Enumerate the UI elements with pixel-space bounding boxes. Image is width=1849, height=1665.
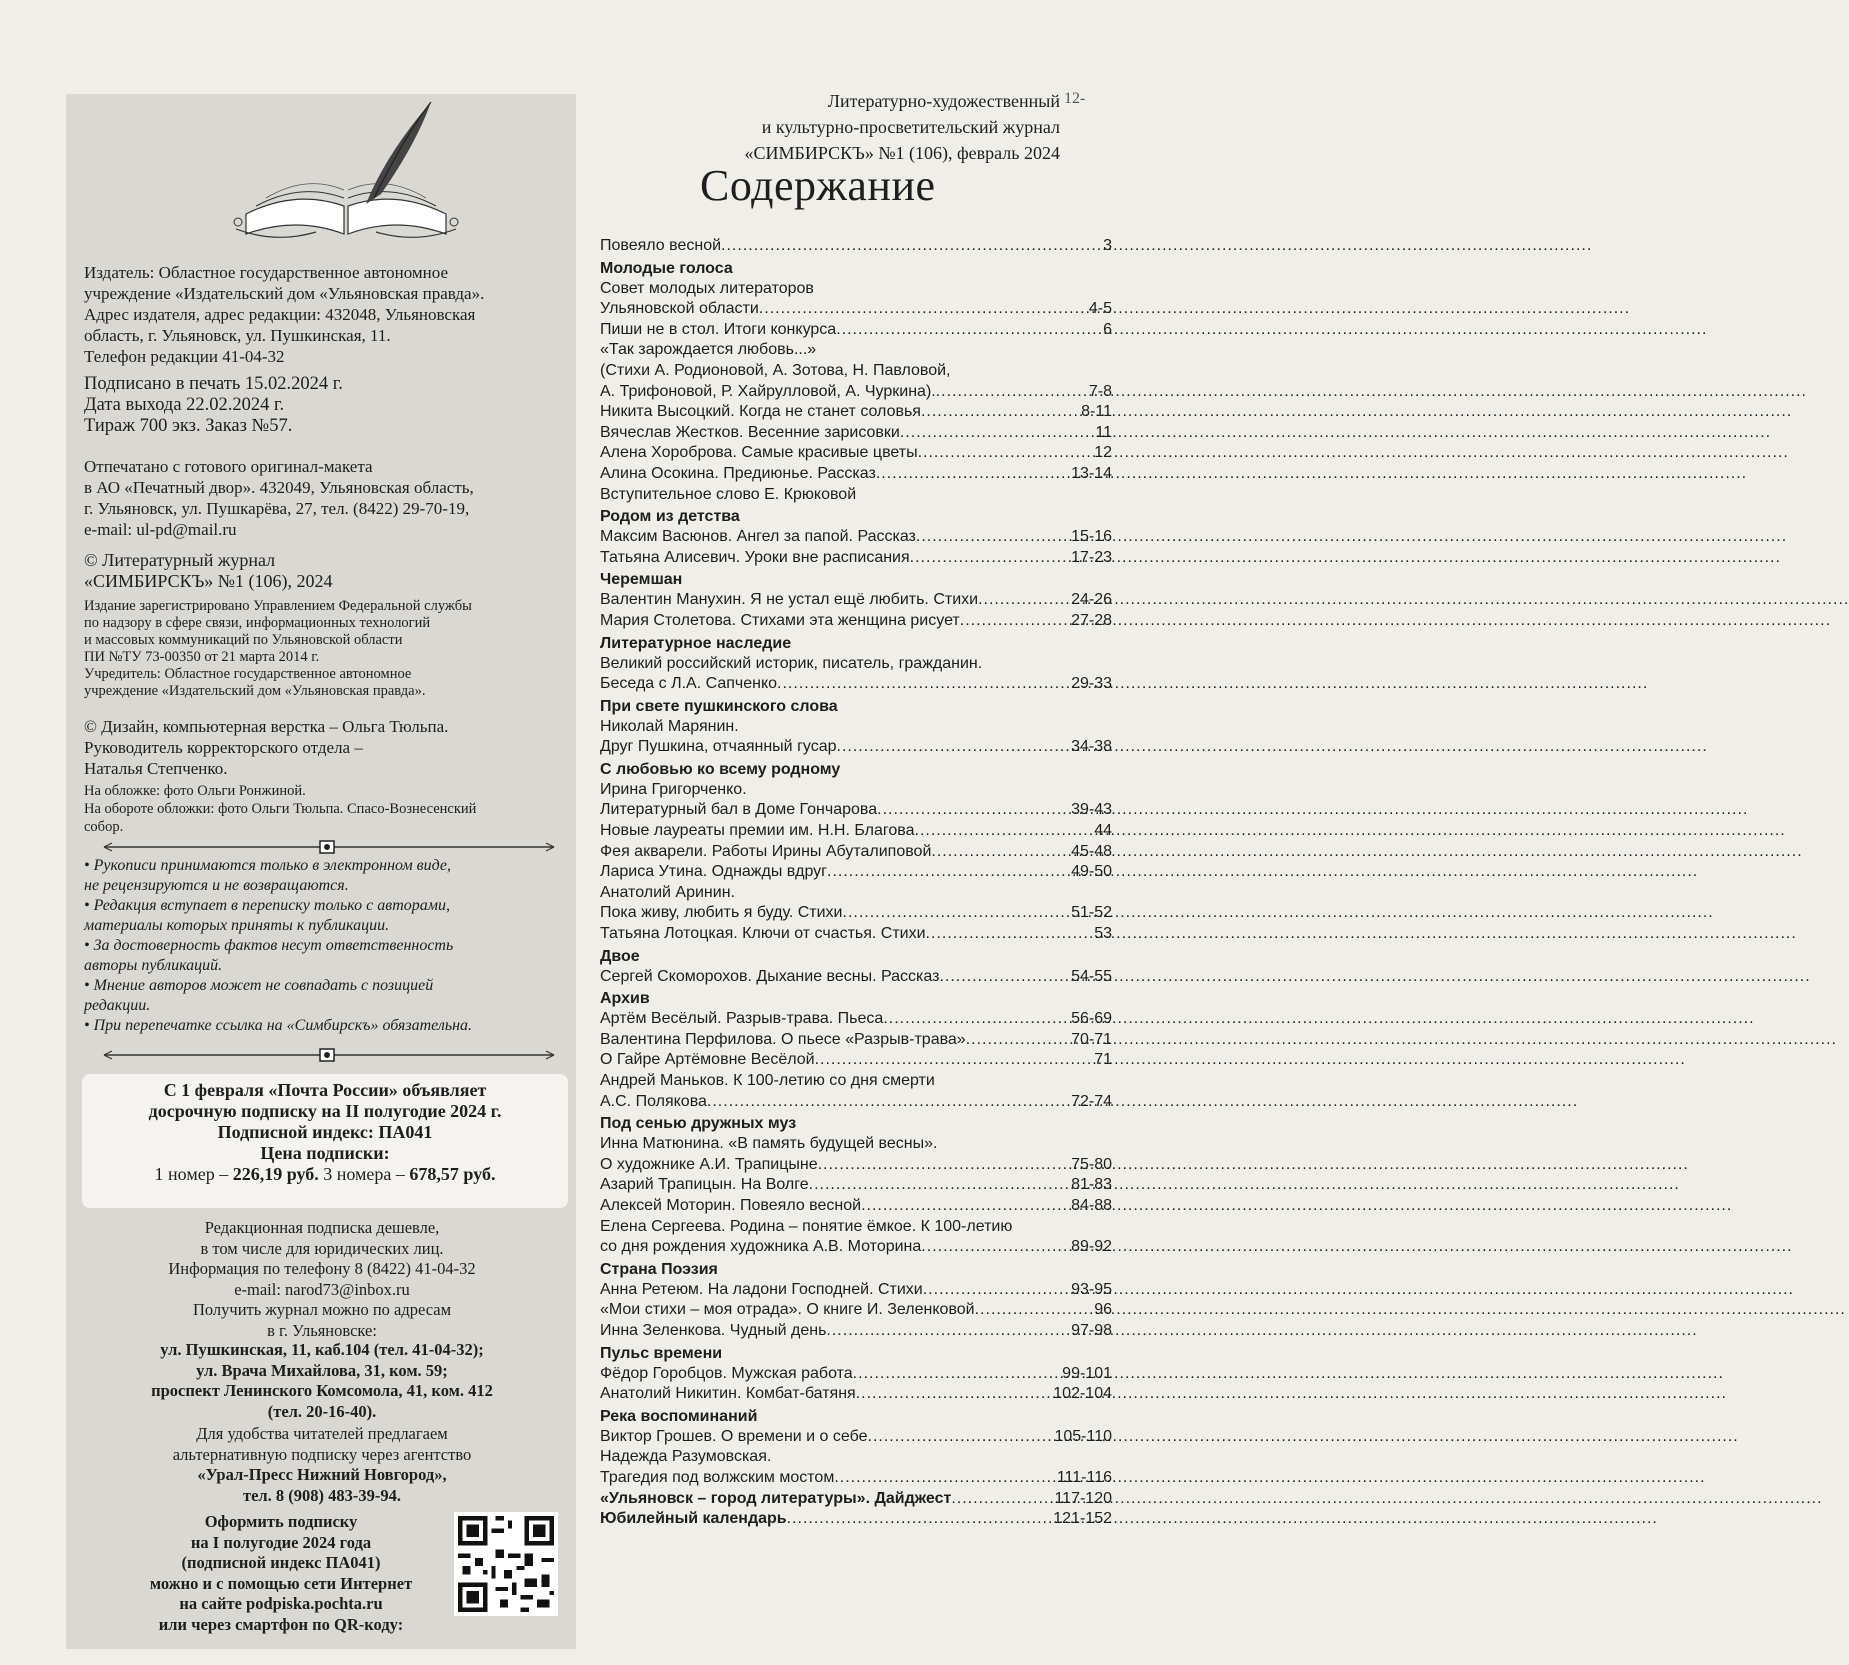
toc-page-number: 12 — [1094, 444, 1112, 462]
address-line: ул. Врача Михайлова, 31, ком. 59; — [196, 1360, 448, 1380]
toc-page-number: 8-11 — [1081, 403, 1112, 421]
leader-dots — [777, 674, 1069, 695]
toc-entry-line: Ирина Григорченко. — [600, 780, 747, 798]
leader-dots — [837, 737, 1070, 758]
toc-page-number: 102-104 — [1053, 1385, 1112, 1403]
registration-line: по надзору в сфере связи, информационных технологий — [84, 615, 431, 631]
toc-entry — [600, 674, 1112, 695]
toc-entry-line: Николай Марянин. — [600, 717, 739, 735]
online-line: (подписной индекс ПА041) — [181, 1553, 381, 1572]
toc-entry — [600, 590, 1112, 611]
publisher-line: Издатель: Областное государственное автономное — [84, 263, 449, 282]
leader-dots — [853, 1364, 1061, 1385]
toc-entry-title: Валентин Манухин. Я не устал ещё любить. Стихи — [600, 591, 979, 609]
toc-entry — [600, 1175, 1112, 1196]
toc-title: Содержание — [700, 161, 936, 210]
toc-entry-title: Новые лауреаты премии им. Н.Н. Благова — [600, 822, 915, 840]
toc-page-number: 15-16 — [1071, 528, 1112, 546]
toc-entry-title: Никита Высоцкий. Когда не станет соловья — [600, 403, 921, 421]
toc-page-number: 34-38 — [1071, 738, 1112, 756]
toc-section-heading: Двое — [600, 947, 640, 965]
toc-entry-title: О художнике А.И. Трапицыне — [600, 1155, 818, 1173]
toc-page-number: 45-48 — [1071, 842, 1112, 860]
leader-dots — [827, 862, 1069, 883]
toc-entry — [600, 737, 1112, 758]
printer-line: г. Ульяновск, ул. Пушкарёва, 27, тел. (8422) 29-70-19, — [84, 499, 470, 518]
toc-entry — [600, 924, 1112, 945]
note-line: • Редакция вступает в переписку только с авторами, — [84, 897, 450, 914]
toc-page-number: 54-55 — [1071, 967, 1112, 985]
toc-entry-line: Великий российский историк, писатель, гражданин. — [600, 654, 983, 672]
toc-section-heading: Архив — [600, 990, 650, 1008]
toc-page-number: 117-120 — [1054, 1489, 1112, 1507]
toc-entry — [600, 1092, 1112, 1113]
leader-dots — [707, 1092, 1069, 1113]
toc-page-number: 75-80 — [1071, 1155, 1112, 1173]
toc-page-number: 11 — [1095, 423, 1112, 441]
leader-dots — [856, 1384, 1052, 1405]
toc-page-number: 96 — [1094, 1301, 1112, 1319]
agency-phone: тел. 8 (908) 483-39-94. — [242, 1485, 402, 1505]
leader-dots — [834, 1468, 1055, 1489]
leader-dots — [826, 1321, 1069, 1342]
subscription-price — [82, 1164, 568, 1185]
leader-dots — [915, 821, 1093, 842]
leader-dots — [883, 1009, 1069, 1030]
print-dates — [84, 374, 564, 437]
pickup-addresses — [84, 1340, 560, 1422]
toc-page-number: 81-83 — [1071, 1176, 1112, 1194]
leader-dots — [966, 1030, 1069, 1051]
toc-page-number: 3 — [1103, 237, 1112, 254]
toc-entry-title: Ульяновской области — [600, 300, 759, 318]
table-of-contents — [600, 236, 1112, 1530]
address-line: проспект Ленинского Комсомола, 41, ком. 412 — [151, 1381, 493, 1400]
editorial-subscription-info — [84, 1218, 560, 1341]
toc-entry — [600, 842, 1112, 863]
toc-entry — [600, 1030, 1112, 1051]
toc-entry-title: Татьяна Алисевич. Уроки вне расписания — [600, 548, 910, 566]
toc-page-number: 121-152 — [1053, 1510, 1112, 1528]
price-label-one: 1 номер – — [154, 1164, 233, 1184]
toc-page-number: 13-14 — [1071, 464, 1112, 482]
toc-page-number: 44 — [1094, 822, 1112, 840]
toc-entry-title: «Мои стихи – моя отрада». О книге И. Зеленковой — [600, 1301, 975, 1319]
print-date-line: Тираж 700 экз. Заказ №57. — [84, 416, 293, 436]
toc-page-number: 111-116 — [1056, 1468, 1112, 1486]
toc-entry — [600, 967, 1112, 988]
toc-entry-line: Надежда Разумовская. — [600, 1448, 772, 1466]
info-line: Редакционная подписка дешевле, — [204, 1218, 440, 1237]
leader-dots — [876, 464, 1069, 485]
leader-dots — [975, 1300, 1093, 1321]
registration-info — [84, 598, 564, 700]
toc-entry-title: Инна Зеленкова. Чудный день — [600, 1321, 827, 1339]
toc-section-heading: С любовью ко всему родному — [600, 760, 841, 778]
leader-dots — [951, 1489, 1052, 1510]
leader-dots — [921, 1237, 1069, 1258]
toc-entry-title: Повеяло весной — [600, 237, 722, 254]
toc-entry-title: Сергей Скоморохов. Дыхание весны. Рассказ — [600, 967, 940, 985]
publisher-line: область, г. Ульяновск, ул. Пушкинская, 11. — [84, 326, 391, 345]
book-and-quill-logo — [216, 94, 476, 244]
toc-page-number: 51-52 — [1071, 904, 1112, 922]
toc-entry-title: Артём Весёлый. Разрыв-трава. Пьеса — [600, 1010, 884, 1028]
copyright-info — [84, 550, 564, 592]
registration-line: Издание зарегистрировано Управлением Федеральной службы — [84, 598, 472, 614]
toc-entry-title: Трагедия под волжским мостом — [600, 1468, 835, 1486]
toc-entry-line: Анатолий Аринин. — [600, 883, 735, 901]
toc-page-number: 105-110 — [1054, 1427, 1112, 1445]
toc-section-heading: Под сенью дружных муз — [600, 1115, 797, 1133]
design-line: © Дизайн, компьютерная верстка – Ольга Тюльпа. — [84, 717, 449, 736]
note-line: материалы которых приняты к публикации. — [84, 917, 390, 934]
toc-entry-title: Фёдор Горобцов. Мужская работа — [600, 1364, 853, 1382]
subscription-box — [82, 1074, 568, 1208]
ornament-divider — [104, 1048, 554, 1062]
toc-entry-line: Вступительное слово Е. Крюковой — [600, 485, 857, 503]
toc-page-number: 70-71 — [1071, 1030, 1112, 1048]
online-line: Оформить подписку — [204, 1512, 358, 1531]
toc-entry-title: Азарий Трапицын. На Волге — [600, 1176, 809, 1194]
cover-credits — [84, 782, 564, 836]
toc-entry — [600, 1489, 1112, 1510]
publisher-line: Адрес издателя, адрес редакции: 432048, Ульяновская — [84, 305, 476, 324]
printer-info — [84, 456, 564, 540]
toc-entry — [600, 1196, 1112, 1217]
price-one: 226,19 руб. — [232, 1164, 319, 1184]
toc-entry-title: О Гайре Артёмовне Весёлой — [600, 1051, 815, 1069]
online-line: на I полугодие 2024 года — [190, 1532, 372, 1552]
journal-issue: «СИМБИРСКЪ» №1 (106), февраль 2024 — [744, 143, 1060, 163]
toc-entry-title: «Ульяновск – город литературы». Дайджест — [600, 1489, 952, 1507]
toc-entry — [600, 1280, 1112, 1301]
toc-entry — [600, 1364, 1112, 1385]
journal-header-line: и культурно-просветительский журнал — [761, 117, 1060, 137]
toc-page-number: 53 — [1094, 925, 1112, 943]
subscription-line: Цена подписки: — [260, 1143, 390, 1163]
note-line: • За достоверность фактов несут ответственность — [84, 937, 454, 954]
toc-entry — [600, 423, 1112, 444]
leader-dots — [868, 1427, 1053, 1448]
toc-page-number: 71 — [1094, 1051, 1112, 1069]
alt-line: Для удобства читателей предлагаем — [196, 1424, 448, 1443]
toc-entry-title: Анатолий Никитин. Комбат-батяня — [600, 1385, 856, 1403]
toc-entry-title: Лариса Утина. Однажды вдруг — [600, 863, 827, 881]
toc-entry — [600, 382, 1112, 403]
publisher-line: Телефон редакции 41-04-32 — [84, 347, 285, 366]
leader-dots — [843, 903, 1070, 924]
printer-line: Отпечатано с готового оригинал-макета — [84, 457, 373, 476]
toc-entry-line: «Так зарождается любовь...» — [600, 341, 817, 359]
info-line: e-mail: narod73@inbox.ru — [234, 1279, 410, 1299]
price-three: 678,57 руб. — [409, 1164, 496, 1184]
toc-entry-title: Мария Столетова. Стихами эта женщина рисует — [600, 611, 960, 629]
toc-entry-title: Алена Хороброва. Самые красивые цветы — [600, 444, 918, 462]
publisher-info — [84, 262, 564, 367]
toc-page-number: 4-5 — [1088, 300, 1112, 318]
leader-dots — [910, 548, 1069, 569]
journal-header — [600, 88, 1060, 166]
imprint-column — [66, 94, 576, 1649]
online-line: можно и с помощью сети Интернет — [149, 1573, 413, 1593]
price-label-three: 3 номера – — [318, 1164, 410, 1184]
toc-entry — [600, 611, 1112, 632]
toc-section-heading: Страна Поэзия — [600, 1260, 718, 1278]
toc-entry-title: Беседа с Л.А. Сапченко — [600, 675, 778, 693]
editorial-notes — [84, 856, 564, 1036]
toc-entry — [600, 1427, 1112, 1448]
toc-entry — [600, 1384, 1112, 1405]
note-line: редакции. — [84, 997, 151, 1014]
leader-dots — [877, 800, 1069, 821]
toc-page-number: 29-33 — [1071, 675, 1112, 693]
journal-header-line: Литературно-художественный — [827, 91, 1060, 111]
design-line: Руководитель корректорского отдела – — [84, 738, 363, 757]
copyright-line: «СИМБИРСКЪ» №1 (106), 2024 — [84, 571, 333, 591]
toc-section-heading: Река воспоминаний — [600, 1407, 758, 1425]
toc-entry — [600, 1509, 1112, 1530]
leader-dots — [900, 423, 1094, 444]
toc-entry — [600, 443, 1112, 464]
leader-dots — [931, 842, 1069, 863]
address-line: ул. Пушкинская, 11, каб.104 (тел. 41-04-32); — [160, 1340, 484, 1359]
leader-dots — [923, 1280, 1069, 1301]
design-line: Наталья Степченко. — [84, 759, 228, 778]
toc-entry-title: Татьяна Лотоцкая. Ключи от счастья. Стихи — [600, 925, 926, 943]
toc-entry — [600, 236, 1112, 257]
toc-entry-title: А.С. Полякова — [600, 1092, 707, 1110]
toc-entry — [600, 862, 1112, 883]
online-line: на сайте podpiska.pochta.ru — [179, 1594, 383, 1613]
toc-section-heading: Пульс времени — [600, 1344, 723, 1362]
note-line: • Рукописи принимаются только в электронном виде, — [84, 857, 451, 874]
toc-entry — [600, 1237, 1112, 1258]
print-date-line: Дата выхода 22.02.2024 г. — [84, 395, 285, 415]
toc-entry-title: со дня рождения художника А.В. Моторина — [600, 1238, 922, 1256]
toc-entry-title: Максим Васюнов. Ангел за папой. Рассказ — [600, 528, 916, 546]
toc-section-heading: Черемшан — [600, 571, 683, 589]
toc-entry — [600, 320, 1112, 341]
toc-entry — [600, 903, 1112, 924]
note-line: не рецензируются и не возвращаются. — [84, 877, 349, 894]
leader-dots — [787, 1509, 1052, 1530]
info-line: Получить журнал можно по адресам — [192, 1300, 452, 1319]
publisher-line: учреждение «Издательский дом «Ульяновская правда». — [84, 284, 485, 303]
cover-line: На обложке: фото Ольги Ронжиной. — [84, 783, 306, 799]
copyright-line: © Литературный журнал — [84, 550, 276, 570]
online-line: или через смартфон по QR-коду: — [158, 1614, 404, 1634]
printer-line: в АО «Печатный двор». 432049, Ульяновская область, — [84, 478, 474, 497]
alternative-subscription — [84, 1424, 560, 1506]
leader-dots — [916, 527, 1069, 548]
subscription-line: С 1 февраля «Почта России» объявляет — [163, 1080, 487, 1100]
toc-entry — [600, 1050, 1112, 1071]
toc-entry — [600, 527, 1112, 548]
toc-page-number: 72-74 — [1071, 1092, 1112, 1110]
info-line: в том числе для юридических лиц. — [200, 1238, 444, 1258]
toc-entry-title: А. Трифоновой, Р. Хайрулловой, А. Чуркина). — [600, 382, 936, 400]
leader-dots — [836, 320, 1101, 341]
toc-entry-title: Пока живу, любить я буду. Стихи — [600, 904, 843, 922]
toc-entry-line: (Стихи А. Родионовой, А. Зотова, Н. Павловой, — [600, 361, 951, 379]
leader-dots — [815, 1050, 1093, 1071]
info-line: Информация по телефону 8 (8422) 41-04-32 — [168, 1259, 476, 1278]
toc-page-number: 17-23 — [1071, 548, 1112, 566]
toc-entry — [600, 1468, 1112, 1489]
toc-page-number: 89-92 — [1071, 1238, 1112, 1256]
online-subscription — [116, 1512, 446, 1635]
toc-section-heading: При свете пушкинского слова — [600, 697, 838, 715]
leader-dots — [936, 382, 1087, 403]
registration-line: Учредитель: Областное государственное автономное — [84, 666, 412, 682]
toc-entry — [600, 1300, 1112, 1321]
toc-entry-line: Совет молодых литераторов — [600, 279, 814, 297]
toc-page-number: 24-26 — [1071, 591, 1112, 609]
toc-page-number: 39-43 — [1071, 801, 1112, 819]
alt-line: альтернативную подписку через агентство — [172, 1444, 472, 1464]
toc-page-number: 99-101 — [1062, 1364, 1112, 1382]
toc-page-number: 6 — [1103, 320, 1112, 338]
registration-line: учреждение «Издательский дом «Ульяновская правда». — [84, 683, 426, 699]
toc-entry-title: Пиши не в стол. Итоги конкурса — [600, 320, 837, 338]
info-line: в г. Ульяновске: — [267, 1320, 377, 1340]
toc-entry — [600, 1321, 1112, 1342]
note-line: авторы публикаций. — [84, 957, 223, 974]
qr-code-icon[interactable] — [454, 1512, 558, 1616]
registration-line: ПИ №ТУ 73-00350 от 21 марта 2014 г. — [84, 649, 320, 665]
toc-page-number: 27-28 — [1071, 611, 1112, 629]
leader-dots — [721, 236, 1101, 257]
toc-entry — [600, 299, 1112, 320]
printer-line: e-mail: ul-pd@mail.ru — [84, 520, 237, 539]
leader-dots — [939, 967, 1069, 988]
toc-page-number: 84-88 — [1071, 1196, 1112, 1214]
leader-dots — [759, 299, 1087, 320]
toc-entry-title: Литературный бал в Доме Гончарова — [600, 801, 878, 819]
leader-dots — [960, 611, 1069, 632]
ornament-divider — [104, 840, 554, 854]
toc-page-number: 56-69 — [1071, 1010, 1112, 1028]
toc-entry-title: Виктор Грошев. О времени и о себе — [600, 1427, 868, 1445]
toc-entry-title: Анна Ретеюм. На ладони Господней. Стихи — [600, 1280, 923, 1298]
print-date-line: Подписано в печать 15.02.2024 г. — [84, 374, 343, 394]
toc-section-heading: Литературное наследие — [600, 634, 792, 652]
registration-line: и массовых коммуникаций по Ульяновской области — [84, 632, 403, 648]
toc-entry-title: Фея акварели. Работы Ирины Абуталиповой — [600, 842, 932, 860]
toc-entry-title: Алина Осокина. Предиюнье. Рассказ — [600, 464, 876, 482]
subscription-index: Подписной индекс: ПА041 — [217, 1122, 433, 1142]
subscription-line: досрочную подписку на II полугодие 2024 г. — [148, 1101, 502, 1121]
leader-dots — [918, 443, 1093, 464]
toc-entry-line: Елена Сергеева. Родина – понятие ёмкое. К 100-летию — [600, 1217, 1013, 1235]
toc-entry — [600, 548, 1112, 569]
toc-entry — [600, 1009, 1112, 1030]
toc-entry-title: Друг Пушкина, отчаянный гусар — [600, 738, 837, 756]
toc-entry-line: Инна Матюнина. «В память будущей весны». — [600, 1135, 938, 1153]
toc-entry-line: Андрей Маньков. К 100-летию со дня смерти — [600, 1072, 935, 1089]
agency-name: «Урал-Пресс Нижний Новгород», — [197, 1465, 447, 1484]
page-edge-number: 12- — [1064, 90, 1086, 107]
note-line: • Мнение авторов может не совпадать с позицией — [84, 977, 434, 994]
toc-page-number: 49-50 — [1071, 863, 1112, 881]
toc-entry — [600, 402, 1112, 423]
toc-entry-title: Вячеслав Жестков. Весенние зарисовки — [600, 423, 900, 441]
cover-line: На обороте обложки: фото Ольги Тюльпа. Спасо-Вознесенский — [84, 801, 477, 817]
toc-entry-title: Алексей Моторин. Повеяло весной — [600, 1196, 862, 1214]
leader-dots — [861, 1196, 1069, 1217]
toc-entry — [600, 800, 1112, 821]
leader-dots — [818, 1155, 1069, 1176]
leader-dots — [921, 402, 1079, 423]
toc-section-heading: Родом из детства — [600, 508, 740, 526]
toc-entry-title: Валентина Перфилова. О пьесе «Разрыв-трава» — [600, 1030, 966, 1048]
toc-section-heading: Молодые голоса — [600, 259, 733, 277]
note-line: • При перепечатке ссылка на «Симбирскъ» обязательна. — [84, 1017, 473, 1034]
toc-page-number: 93-95 — [1071, 1280, 1112, 1298]
address-line: (тел. 20-16-40). — [267, 1401, 377, 1421]
toc-entry-title: Юбилейный календарь — [600, 1510, 787, 1528]
leader-dots — [978, 590, 1069, 611]
toc-entry — [600, 1155, 1112, 1176]
toc-page-number: 7-8 — [1088, 382, 1112, 400]
cover-line: собор. — [84, 819, 124, 835]
toc-entry — [600, 464, 1112, 485]
design-credits — [84, 716, 564, 779]
leader-dots — [926, 924, 1093, 945]
leader-dots — [809, 1175, 1069, 1196]
toc-entry — [600, 821, 1112, 842]
toc-page-number: 97-98 — [1071, 1321, 1112, 1339]
